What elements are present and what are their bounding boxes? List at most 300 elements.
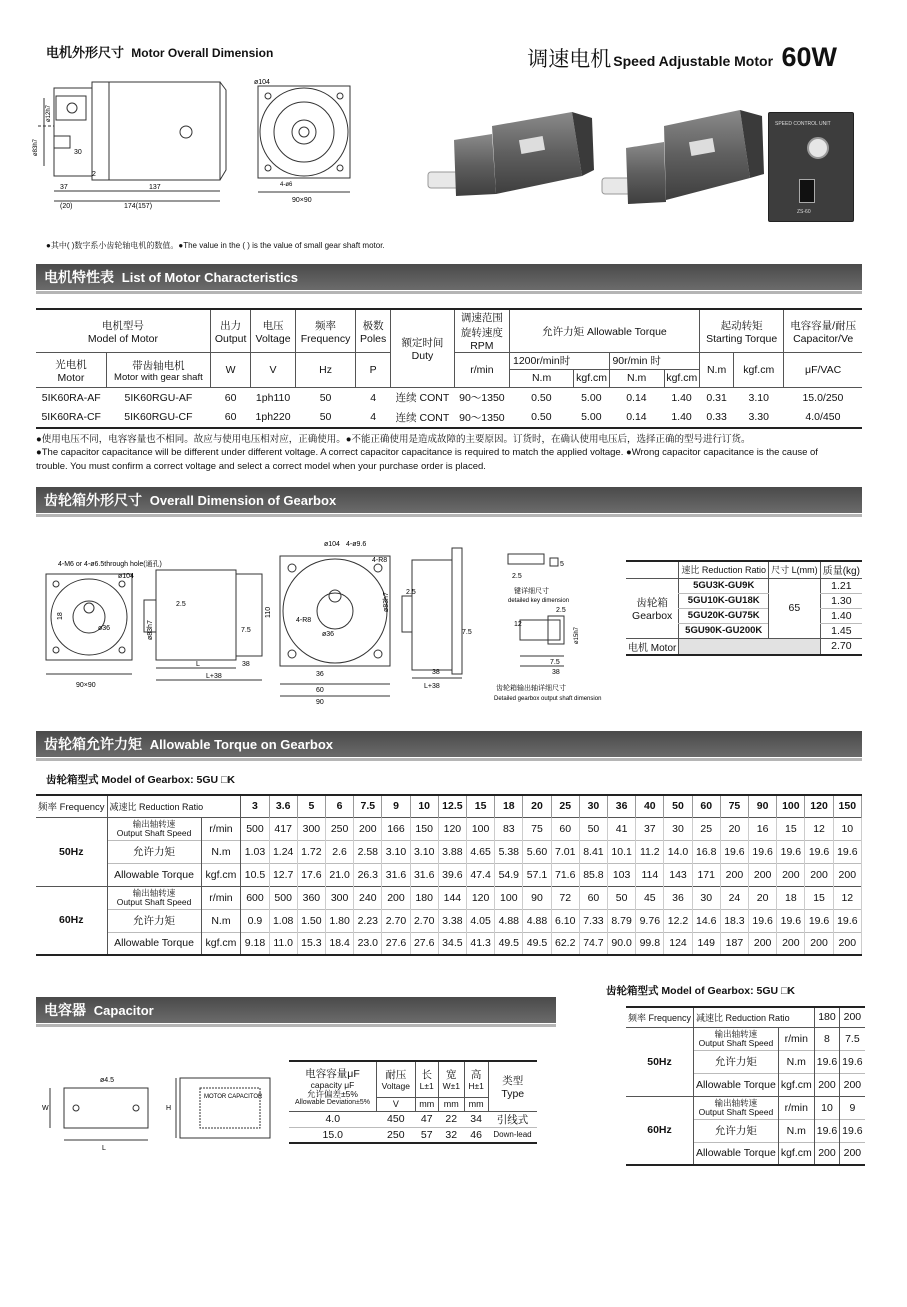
cell: 0.33: [706, 411, 727, 423]
cell: 450: [387, 1113, 405, 1125]
torque-cell: 24: [720, 886, 748, 909]
ratio-header: 36: [608, 795, 636, 817]
torque-cell: 3.38: [438, 909, 466, 932]
speed-label-en: Output Shaft Speed: [116, 896, 192, 907]
torque-cell: 144: [438, 886, 466, 909]
freq-50hz: 50Hz: [36, 817, 107, 886]
torque-cell: 8.41: [579, 840, 607, 863]
torque-cell: 60: [579, 886, 607, 909]
st-tq-en: Allowable Torque: [694, 1073, 779, 1096]
section-characteristics: [36, 264, 862, 290]
gearbox-drawing-2: [262, 538, 492, 708]
controller-title: SPEED CONTROL UNIT: [775, 121, 831, 127]
torque-cell: 20: [749, 886, 777, 909]
torque-cell: 17.6: [297, 863, 325, 886]
cell: 60: [224, 391, 237, 404]
torque-cell: 16.8: [692, 840, 720, 863]
dim-gear2-75: 7.5: [462, 629, 472, 636]
gs-h-weight: 质量(kg): [820, 561, 862, 578]
ratio-header: 10: [410, 795, 438, 817]
torque-cell: 120: [438, 817, 466, 840]
st-h-ratio: 减速比 Reduction Ratio: [694, 1007, 815, 1027]
dim-gear-75: 7.5: [241, 627, 251, 634]
torque-row: [36, 817, 862, 840]
cell: Down-lead: [493, 1130, 532, 1140]
st-u-kgf: kgf.cm: [778, 1073, 814, 1096]
torque-cell: 19.6: [805, 909, 833, 932]
cell: 50: [319, 411, 332, 423]
torque-cell: 2.70: [382, 909, 410, 932]
torque-cell: 39.6: [438, 863, 466, 886]
ratio-header: 7.5: [354, 795, 382, 817]
cell: 连续 CONT: [395, 392, 450, 405]
cell: 5.00: [581, 391, 602, 404]
cell: 32: [445, 1128, 458, 1141]
cell: 90～1350: [459, 392, 505, 405]
torque-cell: 18.4: [325, 932, 353, 955]
torque-cell: 19.6: [720, 840, 748, 863]
torque-cell: 100: [467, 817, 495, 840]
torque-cell: 12: [833, 886, 861, 909]
dimension-note: ●其中( )数字系小齿轮轴电机的数值。●The value in the ( ) is the value of small gear shaft motor.: [46, 241, 385, 250]
speed-label-en: Output Shaft Speed: [116, 827, 192, 838]
dim-shaft-38: 38: [552, 669, 560, 676]
h-plain-cn: 光电机: [55, 358, 87, 371]
gs-weight-2: 1.30: [820, 593, 862, 608]
section-capacitor-en: Capacitor: [93, 1003, 154, 1018]
dim-shaft-75: 7.5: [550, 659, 560, 666]
cell: 4.0/450: [805, 411, 841, 423]
h-gear-en: Motor with gear shaft: [114, 372, 203, 383]
ratio-header: 75: [720, 795, 748, 817]
h-freq-cn: 频率: [315, 319, 337, 332]
ct-h-len-en: L±1: [419, 1081, 434, 1092]
torque-cell: 83: [495, 817, 523, 840]
h-model-cn: 电机型号: [101, 319, 144, 332]
torque-row: [36, 886, 862, 909]
cell: 1ph110: [255, 391, 291, 404]
h-start-en: Starting Torque: [706, 332, 778, 345]
torque-row: [36, 840, 862, 863]
u-kgf-3: kgf.cm: [734, 353, 784, 388]
torque-cell: 150: [410, 817, 438, 840]
torque-cell: 4.65: [467, 840, 495, 863]
cell: 4: [370, 391, 377, 404]
cell: 19.6: [842, 1124, 863, 1137]
dim-shaft-phi15: ø15h7: [574, 626, 580, 644]
torque-cell: 10: [833, 817, 861, 840]
cell: 7.5: [845, 1032, 860, 1045]
h-speed-en: RPM: [470, 340, 494, 352]
key-detail-en: detailed key dimension: [508, 598, 570, 604]
u-nm-2: N.m: [627, 372, 647, 384]
st-tq-en-2: Allowable Torque: [694, 1142, 779, 1165]
dim-gear2-60: 60: [316, 687, 324, 694]
gs-ratio-2: 5GU10K-GU18K: [679, 593, 769, 608]
ct-h-type-en: Type: [501, 1087, 525, 1100]
torque-cell: 19.6: [833, 909, 861, 932]
section-gearbox-cn: 齿轮箱外形尺寸: [44, 492, 142, 508]
h-speed-cn1: 调速范围: [460, 312, 503, 324]
cell: 3.30: [748, 411, 769, 423]
torque-table: [36, 794, 862, 956]
ct-u-v: V: [377, 1097, 416, 1111]
torque-cell: 180: [410, 886, 438, 909]
dim-137: 137: [149, 184, 161, 191]
torque-cell: 3.88: [438, 840, 466, 863]
dim-gear2-phi36: ø36: [322, 631, 335, 638]
char-note-cn: ●使用电压不同，电容容量也不相同。故应与使用电压相对应，正确使用。●不能正确使用是造成故障的主要原因。订货时，在确认使用电压后，选择正确的型号进行订货。: [36, 434, 751, 445]
motor-side-drawing: [34, 76, 239, 214]
controller-model: ZS-60: [797, 209, 811, 215]
gearbox-size-table: [626, 560, 862, 656]
torque-cell: 171: [692, 863, 720, 886]
motor-photo-2: [600, 104, 770, 214]
torque-cell: 114: [636, 863, 664, 886]
u-cap: μF/VAC: [784, 353, 862, 388]
torque-cell: 14.0: [664, 840, 692, 863]
torque-cell: 54.9: [495, 863, 523, 886]
ratio-header: 5: [297, 795, 325, 817]
dim-title-en: Motor Overall Dimension: [131, 46, 274, 60]
key-detail-cn: 键详细尺寸: [514, 588, 549, 595]
torque-cell: 2.58: [354, 840, 382, 863]
cell: 5IK60RGU-AF: [124, 391, 193, 404]
cell: 1.40: [671, 391, 692, 404]
cell: 19.6: [814, 1119, 839, 1142]
cell: 3.10: [748, 391, 769, 404]
h-poles-en: Poles: [360, 332, 387, 345]
torque-cell: 31.6: [382, 863, 410, 886]
torque-cell: 9.18: [241, 932, 269, 955]
torque-cell: 12.7: [269, 863, 297, 886]
st-speed-cn-2: 输出轴转速: [714, 1097, 758, 1108]
torque-cell: 200: [749, 863, 777, 886]
cap-row-1: [289, 1111, 537, 1127]
ct-h-volt-en: Voltage: [381, 1081, 410, 1092]
gs-ratio-1: 5GU3K-GU9K: [679, 578, 769, 593]
cell: 22: [445, 1113, 458, 1125]
char-row-2: [36, 408, 862, 428]
gs-L: 65: [769, 578, 821, 638]
torque-cell: 11.0: [269, 932, 297, 955]
ratio-header: 25: [551, 795, 579, 817]
gs-motor-weight: 2.70: [820, 638, 862, 655]
unit: N.m: [201, 909, 241, 932]
torque-cell: 1.50: [297, 909, 325, 932]
ct-u-mm-1: mm: [415, 1097, 438, 1111]
row-label: [107, 817, 201, 840]
product-title-cn: 调速电机: [527, 48, 612, 71]
ct-h-wid-en: W±1: [442, 1081, 460, 1092]
capacitor-drawing: [40, 1066, 276, 1156]
torque-cell: 4.05: [467, 909, 495, 932]
cell: 4.0: [325, 1113, 341, 1125]
torque-cell: 1.80: [325, 909, 353, 932]
ratio-header: 120: [805, 795, 833, 817]
h-90: 90r/min 时: [610, 353, 664, 370]
row-label: [107, 886, 201, 909]
torque-cell: 15: [805, 886, 833, 909]
speed-label-cn: 输出轴转速: [132, 887, 176, 898]
torque-cell: 250: [325, 817, 353, 840]
ratio-header: 90: [749, 795, 777, 817]
ratio-header: 60: [692, 795, 720, 817]
torque-cell: 50: [579, 817, 607, 840]
key-shaft-drawing: [492, 540, 604, 705]
torque-cell: 300: [325, 886, 353, 909]
cell: 15.0: [322, 1128, 343, 1141]
motor-photo-1: [422, 104, 598, 204]
torque-cell: 3.10: [410, 840, 438, 863]
cell: 10: [814, 1096, 839, 1119]
cell: 5IK60RA-CF: [41, 411, 101, 423]
torque-cell: 62.2: [551, 932, 579, 955]
h-voltage-en: Voltage: [255, 332, 291, 345]
dim-gear2-r8b: 4-R8: [296, 617, 312, 624]
torque-cell: 100: [495, 886, 523, 909]
char-note-en-1: ●The capacitor capacitance will be different under different voltage. A correct capacitor capacitance is required to match the applied voltage. ●Wrong capacitor capacitance is the cause of: [36, 447, 818, 458]
torque-cell: 5.38: [495, 840, 523, 863]
st-u-kgf-2: kgf.cm: [778, 1142, 814, 1165]
torque-cell: 14.6: [692, 909, 720, 932]
h-allowable-torque: 允许力矩 Allowable Torque: [509, 309, 699, 353]
torque-cell: 47.4: [467, 863, 495, 886]
h-poles-cn: 极数: [362, 319, 384, 332]
torque-cell: 23.0: [354, 932, 382, 955]
dim-phi83: ø83h7: [33, 138, 39, 156]
cell: 0.31: [706, 391, 727, 404]
dim-gear2-L38: L+38: [424, 683, 440, 690]
section-capacitor: [36, 997, 556, 1023]
cell: 200: [843, 1078, 862, 1091]
cell: 连续 CONT: [395, 411, 450, 424]
torque-cell: 200: [749, 932, 777, 955]
dim-30: 30: [74, 149, 82, 156]
dim-gear-25: 2.5: [176, 601, 186, 608]
torque-cell: 149: [692, 932, 720, 955]
gs-gearbox-en: Gearbox: [632, 609, 673, 622]
torque-cell: 1.08: [269, 909, 297, 932]
torque-cell: 143: [664, 863, 692, 886]
torque-cell: 187: [720, 932, 748, 955]
power-switch: [799, 179, 815, 203]
torque-cell: 19.6: [805, 840, 833, 863]
dim-gear-L: L: [196, 661, 200, 668]
ratio-header: 15: [467, 795, 495, 817]
ratio-header: 50: [664, 795, 692, 817]
h-cap-cn: 电容容量/耐压: [790, 319, 857, 332]
ratio-header: 3.6: [269, 795, 297, 817]
ratio-header: 9: [382, 795, 410, 817]
dim-gear2-36: 36: [316, 671, 324, 678]
dim-174: 174(157): [124, 203, 153, 210]
shaft-detail-en: Detailed gearbox output shaft dimension: [494, 696, 602, 702]
u-v: V: [251, 353, 295, 388]
torque-cell: 25: [692, 817, 720, 840]
cell: 19.6: [842, 1055, 863, 1068]
torque-cell: 5.60: [523, 840, 551, 863]
torque-cell: 71.6: [551, 863, 579, 886]
gs-gearbox-cn: 齿轮箱: [636, 596, 668, 609]
cell: 0.50: [531, 391, 552, 404]
u-kgf-2: kgf.cm: [664, 370, 699, 387]
section-capacitor-cn: 电容器: [44, 1002, 86, 1018]
torque-cell: 11.2: [636, 840, 664, 863]
torque-cell: 7.33: [579, 909, 607, 932]
dim-gear2-110: 110: [265, 606, 272, 618]
ct-h-hgt-cn: 高: [470, 1069, 482, 1082]
freq-60hz: 60Hz: [36, 886, 107, 955]
section-gearbox-en: Overall Dimension of Gearbox: [149, 493, 337, 508]
st-tq-cn: 允许力矩: [694, 1050, 779, 1073]
row-label: 允许力矩: [107, 909, 201, 932]
dim-gear-phi104: ø104: [118, 573, 134, 580]
h-speed-cn2: 旋转速度: [460, 327, 503, 339]
cap-row-2: [289, 1127, 537, 1143]
dim-key-5: 5: [560, 561, 564, 568]
torque-cell: 16: [749, 817, 777, 840]
torque-cell: 9.76: [636, 909, 664, 932]
torque-cell: 12.2: [664, 909, 692, 932]
ct-h-type-cn: 类型: [502, 1074, 524, 1087]
ratio-header: 40: [636, 795, 664, 817]
torque-cell: 7.01: [551, 840, 579, 863]
gs-weight-4: 1.45: [820, 623, 862, 638]
torque-cell: 18.3: [720, 909, 748, 932]
dim-gear-38: 38: [242, 661, 250, 668]
cell: 8: [814, 1027, 839, 1050]
torque-cell: 27.6: [410, 932, 438, 955]
torque-row: [36, 863, 862, 886]
h-cap-en: Capacitor/Ve: [793, 332, 854, 345]
ct-h-cap-en: capacity μF: [310, 1080, 355, 1091]
torque-cell: 45: [636, 886, 664, 909]
ct-u-mm-2: mm: [438, 1097, 464, 1111]
unit: kgf.cm: [201, 932, 241, 955]
ratio-header: 150: [833, 795, 861, 817]
torque-cell: 27.6: [382, 932, 410, 955]
product-title-en: Speed Adjustable Motor: [613, 53, 774, 69]
h-gear-cn: 带齿轴电机: [132, 360, 185, 372]
tt-h-ratio: 减速比 Reduction Ratio: [107, 795, 241, 817]
torque-cell: 360: [297, 886, 325, 909]
u-kgf-1: kgf.cm: [573, 370, 608, 387]
torque-cell: 31.6: [410, 863, 438, 886]
torque-cell: 72: [551, 886, 579, 909]
capacitor-table: [289, 1060, 537, 1144]
torque-cell: 417: [269, 817, 297, 840]
torque-cell: 36: [664, 886, 692, 909]
u-p: P: [356, 353, 391, 388]
torque-cell: 200: [777, 863, 805, 886]
dim-gear-18: 18: [57, 612, 64, 620]
speed-knob: [807, 137, 829, 159]
u-hz: Hz: [295, 353, 356, 388]
torque-cell: 200: [720, 863, 748, 886]
gearbox-drawing-1: [36, 550, 276, 690]
torque-cell: 200: [354, 817, 382, 840]
dim-gear2-38: 38: [432, 669, 440, 676]
torque-cell: 240: [354, 886, 382, 909]
st-u-rmin: r/min: [778, 1027, 814, 1050]
torque-cell: 20: [720, 817, 748, 840]
torque-cell: 200: [805, 932, 833, 955]
torque-cell: 200: [833, 863, 861, 886]
torque-cell: 4.88: [523, 909, 551, 932]
dim-shaft-25: 2.5: [556, 607, 566, 614]
dim-gear2-phi96: 4-ø9.6: [346, 541, 367, 548]
torque-cell: 49.5: [523, 932, 551, 955]
torque-cell: 500: [241, 817, 269, 840]
cap-dim-H: H: [166, 1105, 172, 1112]
u-nm-3: N.m: [700, 353, 734, 388]
cell: 200: [814, 1142, 839, 1165]
section-characteristics-cn: 电机特性表: [44, 269, 114, 285]
h-output-en: Output: [214, 332, 247, 345]
section-torque: [36, 731, 862, 757]
h-freq-en: Frequency: [300, 332, 351, 345]
ratio-header: 12.5: [438, 795, 466, 817]
ct-u-mm-3: mm: [464, 1097, 488, 1111]
cell: 1ph220: [255, 411, 291, 423]
st-u-nm: N.m: [778, 1050, 814, 1073]
speed-label-cn: 输出轴转速: [132, 818, 176, 829]
torque-cell: 15.3: [297, 932, 325, 955]
h-voltage-cn: 电压: [262, 319, 284, 332]
torque-cell: 85.8: [579, 863, 607, 886]
torque-cell: 50: [608, 886, 636, 909]
torque-cell: 99.8: [636, 932, 664, 955]
dim-gear2-90: 90: [316, 699, 324, 706]
cell: 4: [370, 411, 377, 423]
torque-cell: 1.72: [297, 840, 325, 863]
cell: 60: [224, 411, 237, 423]
torque-cell: 103: [608, 863, 636, 886]
dim-90x90: 90×90: [292, 197, 312, 204]
st-ratio-200: 200: [843, 1011, 862, 1024]
cell: 0.14: [626, 391, 647, 404]
st-speed-en: Output Shaft Speed: [698, 1037, 774, 1048]
torque-cell: 1.03: [241, 840, 269, 863]
gs-weight-1: 1.21: [820, 578, 862, 593]
cap-dim-L: L: [102, 1145, 106, 1152]
dim-gear-90x90: 90×90: [76, 682, 96, 689]
torque-cell: 120: [467, 886, 495, 909]
torque-cell: 600: [241, 886, 269, 909]
h-1200: 1200r/min时: [510, 353, 573, 370]
cell: 50: [319, 391, 332, 404]
ratio-header: 18: [495, 795, 523, 817]
torque-cell: 300: [297, 817, 325, 840]
cell: 34: [470, 1113, 482, 1125]
dim-37: 37: [60, 184, 68, 191]
ct-h-len-cn: 长: [421, 1069, 432, 1082]
torque-cell: 15: [777, 817, 805, 840]
ratio-header: 3: [241, 795, 269, 817]
ratio-header: 6: [325, 795, 353, 817]
dim-gear2-25: 2.5: [406, 589, 416, 596]
dim-gear2-phi83: ø83h7: [383, 592, 390, 612]
u-rmin: r/min: [454, 353, 509, 388]
torque-cell: 8.79: [608, 909, 636, 932]
dim-phi104: ø104: [254, 79, 270, 86]
torque-cell: 2.6: [325, 840, 353, 863]
char-row-1: [36, 388, 862, 408]
dim-holes: 4-M6 or 4-ø6.5through hole(通孔): [58, 561, 162, 568]
speed-control-unit: [768, 112, 854, 222]
gs-h-ratio: 速比 Reduction Ratio: [679, 561, 769, 578]
